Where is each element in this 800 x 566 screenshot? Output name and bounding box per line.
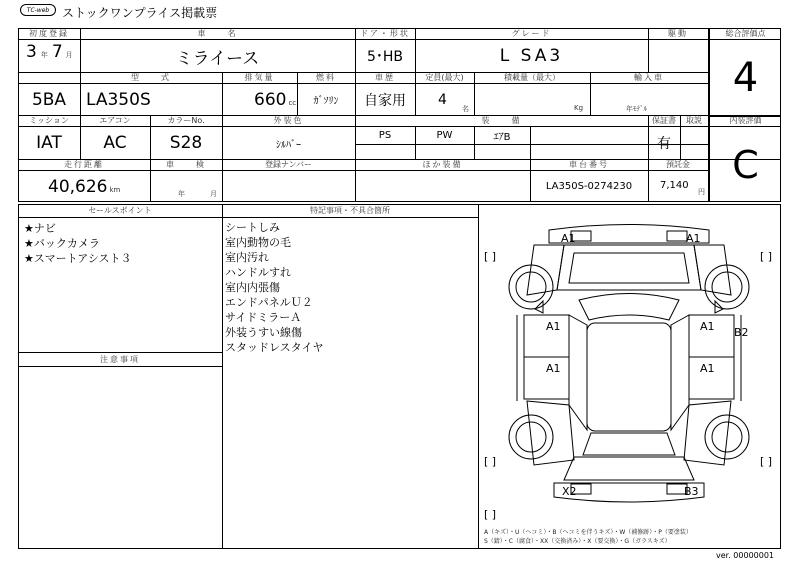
damage-rear-right: B3 — [684, 485, 699, 498]
exterior-color-value: ｼﾙﾊﾞｰ — [276, 139, 301, 151]
model-value: LA350S — [86, 90, 151, 110]
capacity-unit: 名 — [462, 105, 469, 113]
overall-grade-value: 4 — [732, 54, 759, 101]
list-item: ★バックカメラ — [24, 237, 100, 250]
list-item: 室内動物の毛 — [225, 236, 291, 249]
label-manual: 取説 — [686, 116, 702, 125]
label-notes: 特記事項・不具合箇所 — [310, 206, 390, 215]
grade-value: L SA3 — [499, 46, 564, 66]
bracket-rr: [ ] — [760, 455, 773, 468]
displacement-value: 660 cc — [254, 90, 297, 110]
equip-airbag: ｴｱB — [493, 132, 511, 143]
version: ver. 00000001 — [716, 551, 775, 560]
warranty-value: 有 — [657, 136, 671, 152]
capacity-value: 4 — [438, 92, 447, 108]
insp-year: 年 — [178, 190, 185, 198]
list-item: サイドミラーＡ — [225, 311, 302, 324]
equip-pw: PW — [436, 130, 453, 141]
label-grade: グレード — [511, 29, 552, 38]
car-diagram — [479, 205, 780, 548]
logo — [20, 4, 56, 16]
label-color-no: カラーNo. — [167, 116, 205, 125]
label-exterior-color: 外装色 — [273, 116, 304, 125]
damage-right-side: B2 — [734, 326, 749, 339]
label-first-reg: 初度登録 — [29, 29, 69, 38]
label-mission: ミッション — [29, 116, 69, 125]
legend-line1: A（キズ）・U（ヘコミ）・B（ヘコミを伴うキズ）・W（補修跡）・P（要塗装） — [484, 529, 692, 536]
mileage-value: 40,626 km — [48, 177, 121, 197]
price-value: 7,140 — [660, 180, 689, 191]
list-item: スタッドレスタイヤ — [225, 341, 324, 354]
damage-front-right: A1 — [686, 232, 701, 245]
damage-left-door1: A1 — [546, 320, 561, 333]
bracket-bottom: [ ] — [484, 508, 497, 521]
damage-right-door1: A1 — [700, 320, 715, 333]
usage-value: 自家用 — [364, 92, 406, 109]
first-reg-year: 3 年 7 月 — [26, 42, 73, 62]
insp-month: 月 — [210, 190, 217, 198]
list-item: ★ナビ — [24, 222, 56, 235]
list-item: ハンドルすれ — [225, 266, 291, 279]
label-drive: 駆動 — [668, 29, 688, 38]
list-item: エンドパネルＵ２ — [225, 296, 313, 309]
interior-grade-value: C — [732, 142, 759, 187]
list-item: シートしみ — [225, 221, 280, 234]
damage-left-door2: A1 — [546, 362, 561, 375]
label-plate: 登録ナンバー — [264, 160, 313, 169]
label-load: 積載量（最大） — [504, 73, 560, 82]
list-item: 外装うすい線傷 — [225, 326, 302, 339]
bracket-fl: [ ] — [484, 250, 497, 263]
label-overall-grade: 総合評価点 — [725, 29, 766, 38]
label-import: 輸入車 — [634, 73, 664, 82]
label-chassis-no: 車台番号 — [569, 160, 609, 169]
label-fuel: 燃料 — [316, 73, 336, 82]
chassis-no-value: LA350S-0274230 — [545, 181, 633, 192]
sales-points-list — [24, 221, 132, 266]
fuel-value: ｶﾞｿﾘﾝ — [313, 96, 339, 107]
bracket-fr: [ ] — [760, 250, 773, 263]
label-other-equipment: ほか装備 — [422, 160, 463, 169]
label-equipment: 装 備 — [481, 116, 522, 125]
label-interior-grade: 内装評価 — [729, 116, 762, 125]
label-mileage: 走行距離 — [64, 160, 104, 169]
label-sales-points: セールスポイント — [88, 206, 152, 215]
import-model: 年ﾓﾃﾞﾙ — [626, 105, 647, 113]
damage-right-door2: A1 — [700, 362, 715, 375]
damage-front-left: A1 — [561, 232, 576, 245]
aircon-value: AC — [103, 133, 127, 153]
label-usage: 車歴 — [375, 73, 395, 82]
label-capacity: 定員(最大) — [425, 73, 464, 82]
color-no-value: S28 — [169, 133, 203, 153]
page-title: ストックワンプライス掲載票 — [62, 6, 218, 20]
car-name-value: ミライース — [175, 48, 260, 69]
price-unit: 円 — [698, 188, 705, 196]
bracket-rl: [ ] — [484, 455, 497, 468]
door-shape-value: 5･HB — [366, 49, 404, 65]
damage-rear-left: X2 — [562, 485, 577, 498]
label-inspection: 車 検 — [166, 160, 206, 169]
notes-list — [225, 220, 323, 355]
label-door-shape: ドア・形状 — [360, 29, 410, 38]
load-unit: Kg — [574, 104, 584, 112]
model-prefix-value: 5BA — [31, 89, 67, 110]
list-item: ★スマートアシスト３ — [24, 252, 132, 265]
label-model: 型 式 — [131, 73, 171, 82]
drive-value — [648, 40, 708, 72]
equip-ps: PS — [378, 130, 392, 141]
legend — [484, 528, 692, 546]
logo-text: TC-web — [26, 6, 50, 14]
mission-value: IAT — [36, 133, 62, 153]
label-displacement: 排気量 — [244, 73, 275, 82]
label-caution: 注意事項 — [100, 354, 140, 364]
label-aircon: エアコン — [99, 116, 131, 125]
list-item: 室内汚れ — [225, 251, 269, 264]
list-item: 室内内張傷 — [225, 281, 280, 294]
label-warranty: 保証書 — [652, 116, 676, 125]
label-car-name: 車 名 — [197, 29, 238, 38]
legend-line2: S（錆）・C（腐食）・XX（交換済み）・X（要交換）・G（ガラスキズ） — [484, 538, 671, 545]
label-price: 預託金 — [666, 160, 690, 169]
